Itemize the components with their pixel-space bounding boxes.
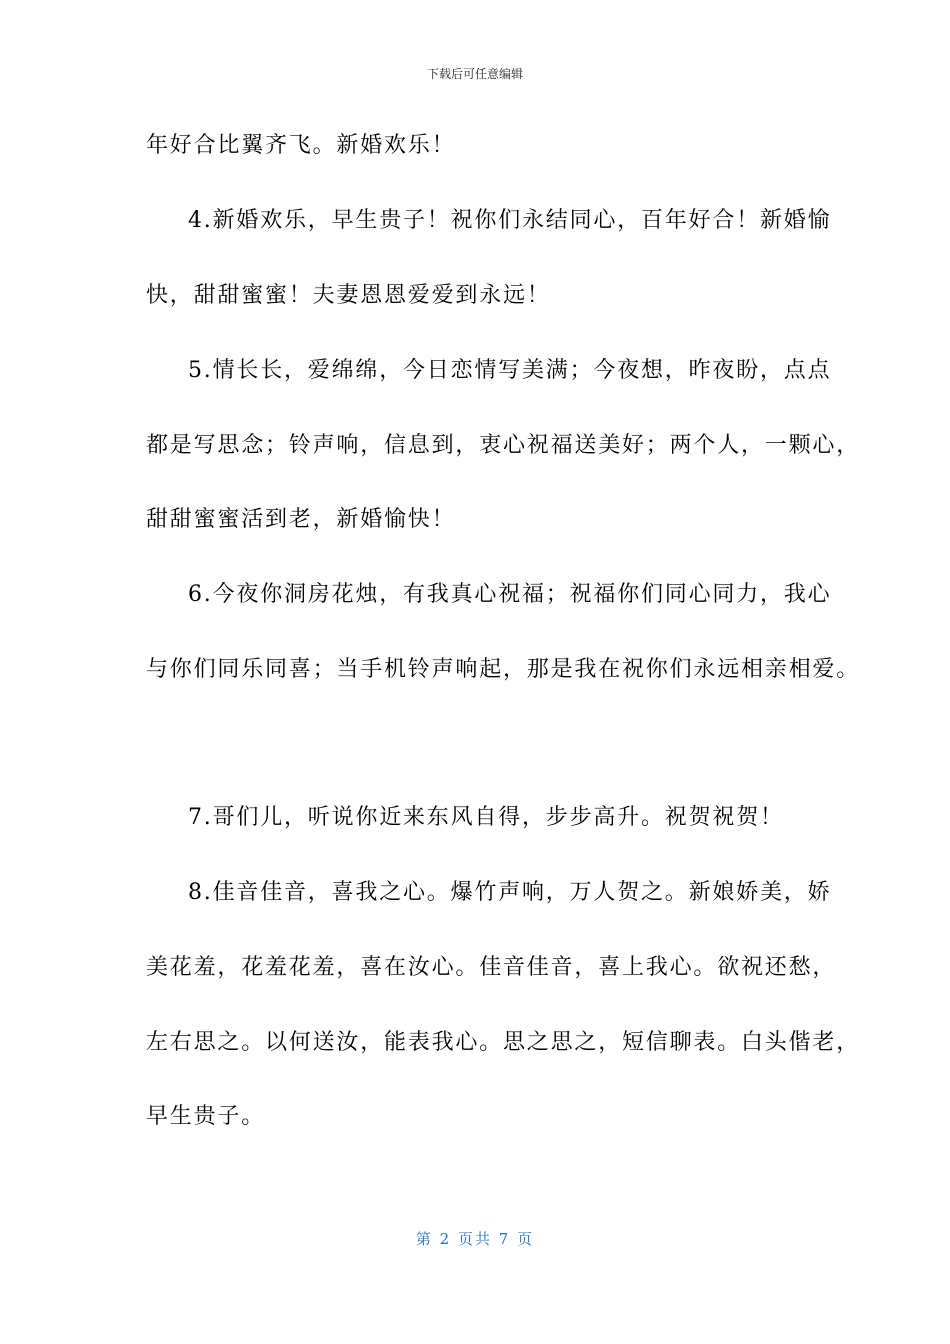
page-header: 下载后可任意编辑 [426,67,523,81]
text-line: 8.佳音佳音，喜我之心。爆竹声响，万人贺之。新娘娇美，娇 [188,880,832,905]
text-line: 甜甜蜜蜜活到老，新婚愉快！ [146,507,456,532]
text-line: 7.哥们儿，听说你近来东风自得，步步高升。祝贺祝贺！ [188,805,784,830]
text-line: 年好合比翼齐飞。新婚欢乐！ [146,133,456,158]
text-line: 快，甜甜蜜蜜！夫妻恩恩爱爱到永远！ [146,283,551,308]
text-line: 早生贵子。 [146,1104,266,1129]
text-line: 5.情长长，爱绵绵，今日恋情写美满；今夜想，昨夜盼，点点 [188,358,832,383]
text-line: 都是写思念；铃声响，信息到，衷心祝福送美好；两个人，一颗心， [146,433,861,458]
text-line: 左右思之。以何送汝，能表我心。思之思之，短信聊表。白头偕老， [146,1030,861,1055]
text-line: 与你们同乐同喜；当手机铃声响起，那是我在祝你们永远相亲相爱。 [146,657,861,682]
page-footer [0,1229,950,1249]
text-line: 6.今夜你洞房花烛，有我真心祝福；祝福你们同心同力，我心 [188,582,832,607]
text-line: 美花羞，花羞花羞，喜在汝心。佳音佳音，喜上我心。欲祝还愁， [146,955,837,980]
text-line: 4.新婚欢乐，早生贵子！祝你们永结同心，百年好合！新婚愉 [188,208,832,233]
page-number: 第 2 页共 7 页 [415,1230,535,1248]
